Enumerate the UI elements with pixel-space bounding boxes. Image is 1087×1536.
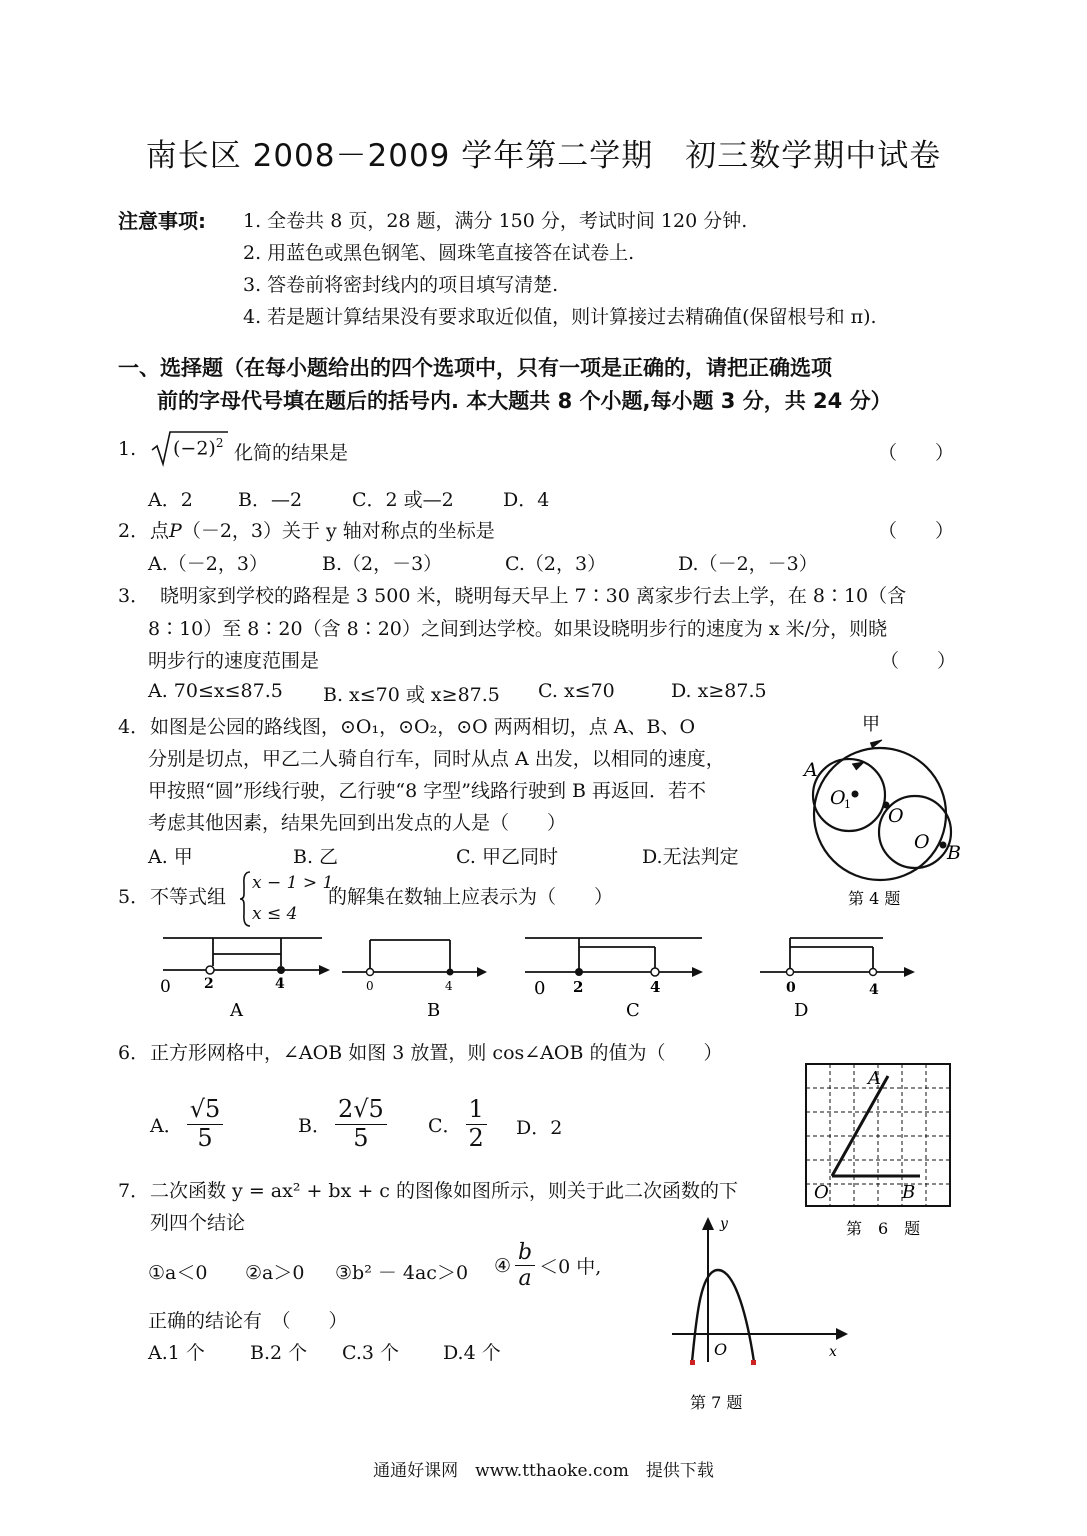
- q5-system-1: x − 1 > 1,: [252, 873, 339, 893]
- q3-stem-line1: 晓明家到学校的路程是 3 500 米，晓明每天早上 7∶30 离家步行去上学，在 8∶10（含: [160, 585, 907, 607]
- notice-item-3: 3. 答卷前将密封线内的项目填写清楚.: [243, 274, 559, 296]
- q1-number: 1.: [118, 438, 137, 460]
- svg-text:4: 4: [869, 982, 879, 998]
- q5-stem-2: 的解集在数轴上应表示为（ ）: [328, 886, 614, 908]
- q1-option-d[interactable]: D．4: [503, 489, 550, 511]
- q4-figure: [800, 708, 990, 908]
- q4-stem-line2: 分别是切点，甲乙二人骑自行车，同时从点 A 出发，以相同的速度，: [148, 748, 725, 770]
- q6-caption: 第 6 题: [846, 1219, 921, 1238]
- q5-numberline-c[interactable]: [520, 930, 715, 1025]
- q5-number: 5．: [118, 886, 150, 908]
- footer-text: 通通好课网 www.tthaoke.com 提供下载: [373, 1461, 714, 1481]
- q1-radicand: $(-2)^2$: [173, 436, 224, 460]
- q7-label-o: O: [714, 1340, 728, 1359]
- q7-stem-line2: 列四个结论: [150, 1212, 246, 1234]
- q3-answer-paren: （ ）: [880, 650, 957, 672]
- q3-option-c[interactable]: C. x≤70: [538, 680, 615, 702]
- section-heading-line2: 前的字母代号填在题后的括号内. 本大题共 8 个小题,每小题 3 分，共 24 分）: [157, 389, 892, 413]
- q5-stem: 不等式组: [150, 886, 227, 908]
- q4-option-b[interactable]: B. 乙: [293, 846, 339, 868]
- q4-label-o1: O: [830, 787, 846, 809]
- q4-stem-line1: 如图是公园的路线图，⊙O₁，⊙O₂，⊙O 两两相切，点 A、B、O: [150, 716, 696, 738]
- q6-label-o: O: [814, 1182, 829, 1203]
- q6-option-d[interactable]: D．2: [516, 1117, 563, 1139]
- q5-system-2: x ≤ 4: [252, 904, 298, 924]
- q6-option-c[interactable]: C． $\frac{1}{2}$: [428, 1096, 491, 1152]
- q7-caption: 第 7 题: [690, 1393, 743, 1412]
- svg-text:0: 0: [160, 977, 171, 997]
- q2-option-c[interactable]: C.（2，3）: [505, 553, 607, 575]
- q7-label-x: x: [829, 1344, 837, 1360]
- svg-text:2: 2: [573, 978, 584, 996]
- q5-brace: [238, 870, 252, 928]
- svg-text:0: 0: [366, 979, 374, 993]
- q7-conclusion-4: ④ $\frac{b}{a}$ ＜0 中,: [494, 1240, 602, 1292]
- q3-option-d[interactable]: D. x≥87.5: [671, 680, 767, 702]
- q4-label-o2: O: [914, 831, 930, 853]
- q2-number: 2．: [118, 520, 150, 542]
- q7-option-c[interactable]: C.3 个: [342, 1342, 400, 1364]
- page-title: 南长区 2008－2009 学年第二学期 初三数学期中试卷: [145, 138, 942, 174]
- q7-option-b[interactable]: B.2 个: [250, 1342, 308, 1364]
- svg-text:0: 0: [534, 978, 546, 999]
- q3-option-a[interactable]: A. 70≤x≤87.5: [148, 680, 283, 702]
- q4-label-o1-sub: 1: [844, 798, 851, 811]
- q3-stem-line2: 8∶10）至 8∶20（含 8∶20）之间到达学校。如果设晓明步行的速度为 x 米/分，则晓: [148, 618, 888, 640]
- q4-label-jia: 甲: [862, 714, 880, 735]
- notice-item-4: 4. 若是题计算结果没有要求取近似值，则计算接过去精确值(保留根号和 π).: [243, 306, 877, 328]
- q7-conclusion-3: ③b² － 4ac＞0: [335, 1262, 469, 1284]
- svg-text:D: D: [794, 1000, 809, 1021]
- q4-arrow-inner: [852, 762, 864, 770]
- q6-option-a[interactable]: A． $\frac{√5}{5}$: [150, 1096, 227, 1152]
- q7-figure: [662, 1212, 862, 1417]
- q4-stem-line3: 甲按照“圆”形线行驶，乙行驶“8 字型”线路行驶到 B 再返回．若不: [148, 780, 707, 802]
- q4-label-a: A: [804, 759, 818, 781]
- q7-option-d[interactable]: D.4 个: [443, 1342, 501, 1364]
- q7-stem-line1: 二次函数 y = ax² + bx + c 的图像如图所示，则关于此二次函数的下: [150, 1180, 738, 1202]
- q7-label-y: y: [720, 1216, 728, 1232]
- q1-option-a[interactable]: A．2: [148, 489, 193, 511]
- q6-stem: 正方形网格中，∠AOB 如图 3 放置，则 cos∠AOB 的值为（ ）: [150, 1042, 723, 1064]
- q4-option-a[interactable]: A. 甲: [148, 846, 193, 868]
- svg-text:4: 4: [445, 979, 453, 993]
- q3-stem-line3: 明步行的速度范围是: [148, 650, 320, 672]
- q4-stem-line4: 考虑其他因素，结果先回到出发点的人是（ ）: [148, 812, 567, 834]
- q6-number: 6．: [118, 1042, 150, 1064]
- q7-number: 7．: [118, 1180, 150, 1202]
- notice-item-2: 2. 用蓝色或黑色钢笔、圆珠笔直接答在试卷上.: [243, 242, 635, 264]
- q7-conclusion-2: ②a＞0: [245, 1262, 305, 1284]
- q2-option-a[interactable]: A.（－2，3）: [148, 553, 268, 575]
- svg-text:4: 4: [275, 976, 285, 992]
- q5-numberline-a[interactable]: [155, 930, 335, 1025]
- q7-correct-prompt: 正确的结论有 （ ）: [148, 1310, 348, 1332]
- q2-answer-paren: （ ）: [878, 520, 955, 542]
- section-heading-line1: 一、选择题（在每小题给出的四个选项中，只有一项是正确的，请把正确选项: [118, 356, 832, 380]
- q1-option-c[interactable]: C．2 或—2: [352, 489, 454, 511]
- svg-text:A: A: [230, 1000, 243, 1021]
- q4-caption: 第 4 题: [848, 889, 901, 908]
- q4-label-b: B: [947, 842, 961, 864]
- q1-stem: 化简的结果是: [234, 442, 349, 464]
- svg-text:2: 2: [204, 976, 214, 992]
- q1-answer-paren: （ ）: [878, 442, 955, 464]
- q4-circle-o1: [813, 759, 885, 831]
- notice-item-1: 1. 全卷共 8 页，28 题，满分 150 分，考试时间 120 分钟.: [243, 210, 748, 232]
- notice-label: 注意事项:: [118, 209, 206, 233]
- q4-number: 4．: [118, 716, 150, 738]
- q2-stem: 点P（－2，3）关于 y 轴对称点的坐标是: [150, 520, 495, 542]
- q1-option-b[interactable]: B．—2: [238, 489, 303, 511]
- q4-arrow-outer: [870, 740, 882, 748]
- q4-option-c[interactable]: C. 甲乙同时: [456, 846, 558, 868]
- svg-text:C: C: [626, 1000, 640, 1021]
- q6-label-b: B: [902, 1182, 916, 1203]
- q6-ray-oa: [832, 1076, 888, 1176]
- q3-option-b[interactable]: B. x≤70 或 x≥87.5: [323, 684, 500, 706]
- svg-text:B: B: [427, 1000, 441, 1021]
- q5-numberline-d[interactable]: [755, 930, 925, 1025]
- q7-option-a[interactable]: A.1 个: [148, 1342, 205, 1364]
- q4-label-o: O: [888, 805, 904, 827]
- q3-number: 3．: [118, 585, 150, 607]
- q2-option-d[interactable]: D.（－2，－3）: [678, 553, 818, 575]
- svg-text:0: 0: [786, 980, 796, 996]
- q2-option-b[interactable]: B.（2，－3）: [322, 553, 443, 575]
- q6-label-a: A: [868, 1068, 881, 1089]
- q6-option-b[interactable]: B． $\frac{2√5}{5}$: [298, 1096, 391, 1152]
- q7-conclusion-1: ①a＜0: [148, 1262, 208, 1284]
- svg-text:4: 4: [650, 978, 661, 996]
- q4-option-d[interactable]: D.无法判定: [642, 846, 739, 868]
- q5-numberline-b[interactable]: [340, 930, 500, 1025]
